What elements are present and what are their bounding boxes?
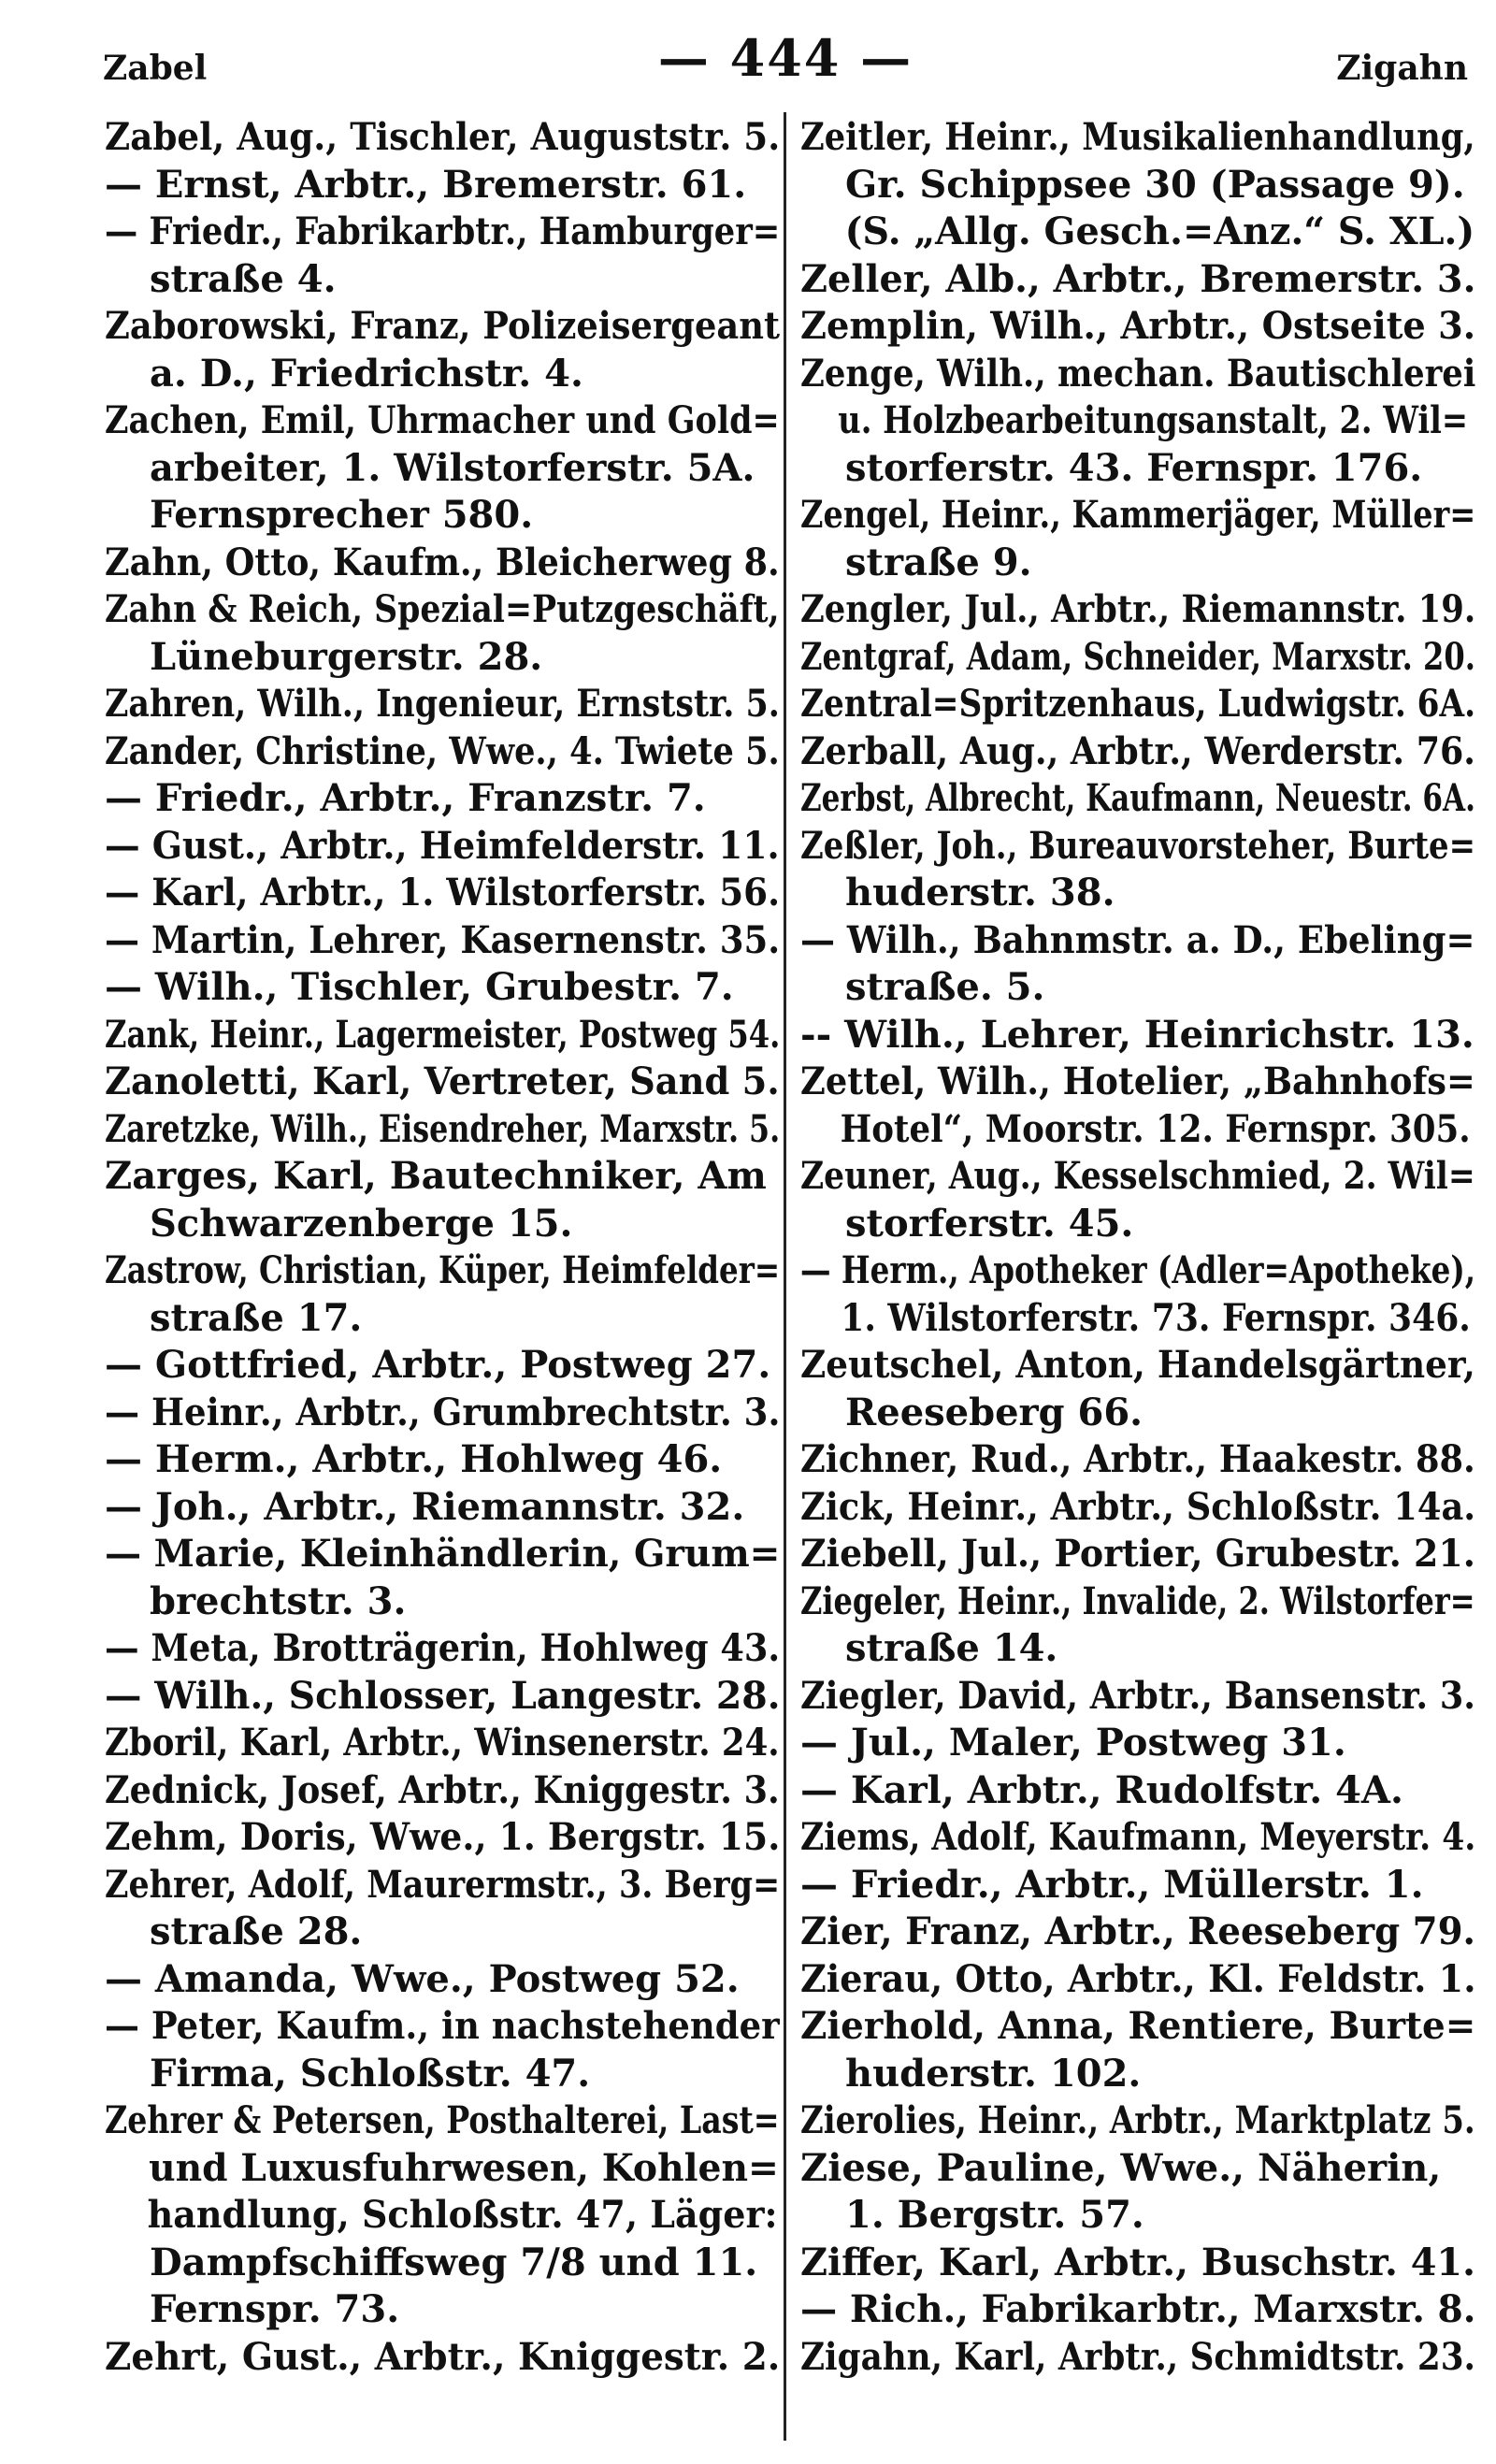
entry-line: Zednick, Josef, Arbtr., Kniggestr. 3. (105, 1767, 780, 1812)
entry-line: Zaborowski, Franz, Polizeisergeant (105, 304, 780, 348)
directory-entry (800, 586, 1475, 634)
entry-line: Zboril, Karl, Arbtr., Winsenerstr. 24. (105, 1721, 780, 1765)
directory-entry (800, 2334, 1475, 2382)
entry-line: — Peter, Kaufm., in nachstehender (105, 2004, 780, 2048)
entry-line: Ziegeler, Heinr., Invalide, 2. Wilstorfer= (800, 1578, 1475, 1623)
directory-entry (800, 823, 1475, 917)
directory-entry (105, 728, 780, 776)
entry-line: — Friedr., Arbtr., Franzstr. 7. (105, 776, 706, 820)
directory-entry (800, 1578, 1475, 1673)
directory-entry (800, 492, 1475, 586)
directory-entry (105, 1247, 780, 1342)
directory-entry (105, 2003, 780, 2097)
entry-line: — Gottfried, Arbtr., Postweg 27. (105, 1343, 771, 1387)
entry-continuation-line: straße 4. (150, 256, 337, 301)
entry-line: Zier, Franz, Arbtr., Reeseberg 79. (800, 1909, 1476, 1953)
directory-entry (105, 775, 780, 823)
directory-entry (105, 1390, 780, 1437)
directory-entry (105, 1436, 780, 1484)
entry-continuation-line: arbeiter, 1. Wilstorferstr. 5A. (150, 445, 755, 490)
entry-continuation-line: straße 14. (845, 1626, 1058, 1670)
entry-line: — Ernst, Arbtr., Bremerstr. 61. (105, 162, 747, 207)
entry-line: — Wilh., Bahnmstr. a. D., Ebeling= (800, 917, 1475, 962)
directory-entry (800, 303, 1475, 351)
entry-line: — Gust., Arbtr., Heimfelderstr. 11. (105, 823, 780, 868)
directory-entry (105, 2334, 780, 2382)
directory-entry (800, 2097, 1475, 2145)
entry-continuation-line: Gr. Schippsee 30 (Passage 9). (845, 162, 1465, 207)
entry-continuation-line: Reeseberg 66. (845, 1390, 1144, 1434)
entry-line: — Karl, Arbtr., Rudolfstr. 4A. (800, 1767, 1403, 1812)
entry-line: Zahn, Otto, Kaufm., Bleicherweg 8. (105, 540, 780, 584)
entry-line: — Wilh., Schlosser, Langestr. 28. (105, 1673, 781, 1718)
directory-entry (800, 2240, 1475, 2287)
directory-entry (105, 1342, 780, 1390)
entry-line: Zierau, Otto, Arbtr., Kl. Feldstr. 1. (800, 1956, 1476, 2001)
entry-line: Zierhold, Anna, Rentiere, Burte= (800, 2004, 1476, 2048)
directory-entry (800, 1059, 1475, 1153)
entry-line: — Herm., Arbtr., Hohlweg 46. (105, 1437, 723, 1481)
directory-entry (800, 1767, 1475, 1815)
column-divider (784, 112, 786, 2441)
entry-continuation-line: (S. „Allg. Gesch.=Anz.“ S. XL.) (844, 209, 1475, 253)
directory-entry (105, 1673, 780, 1721)
entry-line: Ziems, Adolf, Kaufmann, Meyerstr. 4. (800, 1815, 1476, 1859)
entry-continuation-line: Fernspr. 73. (150, 2287, 400, 2331)
directory-entry (800, 256, 1475, 304)
directory-entry (105, 1625, 780, 1673)
directory-entry (800, 114, 1475, 256)
directory-entry (800, 1673, 1475, 1721)
entry-line: — Meta, Brotträgerin, Hohlweg 43. (105, 1626, 781, 1670)
entry-line: Zengel, Heinr., Kammerjäger, Müller= (800, 493, 1476, 537)
directory-entry (105, 1153, 780, 1247)
directory-entry (105, 870, 780, 917)
entry-line: — Karl, Arbtr., 1. Wilstorferstr. 56. (105, 871, 781, 915)
page-header (103, 28, 1468, 94)
entry-continuation-line: Fernsprecher 580. (150, 493, 534, 537)
entry-continuation-line: straße 28. (150, 1909, 363, 1953)
entry-line: Zentral=Spritzenhaus, Ludwigstr. 6A. (800, 682, 1476, 726)
entry-line: Zanoletti, Karl, Vertreter, Sand 5. (105, 1059, 780, 1103)
directory-entry (105, 540, 780, 587)
entry-line: Zaretzke, Wilh., Eisendreher, Marxstr. 5. (105, 1106, 781, 1151)
entry-line: Ziebell, Jul., Portier, Grubestr. 21. (800, 1532, 1475, 1576)
entry-continuation-line: 1. Bergstr. 57. (845, 2193, 1144, 2237)
entry-continuation-line: u. Holzbearbeitungsanstalt, 2. Wil= (838, 398, 1469, 442)
entry-continuation-line: storferstr. 43. Fernspr. 176. (845, 445, 1423, 490)
entry-line: Zehrt, Gust., Arbtr., Kniggestr. 2. (105, 2334, 781, 2379)
entry-line: Zerbst, Albrecht, Kaufmann, Neuestr. 6A. (800, 776, 1475, 820)
directory-entry (800, 1484, 1475, 1532)
entry-line: — Heinr., Arbtr., Grumbrechtstr. 3. (105, 1390, 781, 1434)
directory-entry (105, 1484, 780, 1532)
entry-continuation-line: storferstr. 45. (845, 1201, 1134, 1246)
entry-line: — Amanda, Wwe., Postweg 52. (105, 1956, 740, 2001)
directory-entry (800, 917, 1475, 1012)
entry-line: Zick, Heinr., Arbtr., Schloßstr. 14a. (800, 1484, 1476, 1529)
entry-continuation-line: Firma, Schloßstr. 47. (150, 2051, 591, 2096)
directory-entry (105, 397, 780, 540)
directory-entry (800, 2286, 1475, 2334)
entry-line: Ziffer, Karl, Arbtr., Buschstr. 41. (800, 2240, 1475, 2284)
directory-entry (800, 1012, 1475, 1059)
directory-entry (105, 1767, 780, 1815)
directory-entry (105, 681, 780, 728)
entry-line: Zigahn, Karl, Arbtr., Schmidtstr. 23. (800, 2334, 1475, 2379)
entry-line: Zichner, Rud., Arbtr., Haakestr. 88. (800, 1437, 1475, 1481)
directory-entry (800, 1342, 1475, 1436)
directory-entry (105, 114, 780, 162)
entry-line: Zeller, Alb., Arbtr., Bremerstr. 3. (800, 256, 1476, 301)
entry-line: — Martin, Lehrer, Kasernenstr. 35. (105, 917, 781, 962)
entry-line: Zerball, Aug., Arbtr., Werderstr. 76. (800, 728, 1475, 773)
directory-entry (800, 2003, 1475, 2097)
directory-entry (800, 681, 1475, 728)
entry-line: Zierolies, Heinr., Arbtr., Marktplatz 5. (800, 2098, 1475, 2142)
entry-line: Zarges, Karl, Bautechniker, Am (105, 1154, 767, 1198)
entry-line: Zahn & Reich, Spezial=Putzgeschäft, (105, 587, 780, 631)
entry-line: Zengler, Jul., Arbtr., Riemannstr. 19. (800, 587, 1476, 631)
entry-line: Ziese, Pauline, Wwe., Näherin, (800, 2145, 1442, 2190)
entry-line: Zahren, Wilh., Ingenieur, Ernststr. 5. (105, 682, 780, 726)
entry-line: — Rich., Fabrikarbtr., Marxstr. 8. (800, 2287, 1476, 2331)
entry-line: — Herm., Apotheker (Adler=Apotheke), (800, 1248, 1476, 1292)
entry-continuation-line: huderstr. 38. (845, 871, 1115, 915)
entry-line: — Jul., Maler, Postweg 31. (800, 1721, 1346, 1765)
directory-entry (105, 964, 780, 1012)
entry-line: Zachen, Emil, Uhrmacher und Gold= (105, 398, 780, 442)
directory-entry (105, 1531, 780, 1625)
right-column (800, 114, 1475, 2381)
entry-line: — Marie, Kleinhändlerin, Grum= (105, 1532, 781, 1576)
entry-continuation-line: Dampfschiffsweg 7/8 und 11. (150, 2240, 758, 2284)
directory-entry (105, 1059, 780, 1106)
entry-line: Zabel, Aug., Tischler, Auguststr. 5. (105, 115, 781, 159)
entry-line: — Friedr., Arbtr., Müllerstr. 1. (800, 1862, 1424, 1907)
directory-entry (800, 728, 1475, 776)
directory-entry (800, 1956, 1475, 2004)
entry-continuation-line: brechtstr. 3. (150, 1578, 407, 1623)
entry-continuation-line: und Luxusfuhrwesen, Kohlen= (149, 2145, 779, 2190)
entry-line: Zehrer, Adolf, Maurermstr., 3. Berg= (105, 1862, 781, 1907)
entry-line: — Friedr., Fabrikarbtr., Hamburger= (105, 209, 781, 253)
entry-continuation-line: straße 9. (845, 540, 1032, 584)
directory-entry (800, 1531, 1475, 1578)
directory-entry (800, 634, 1475, 682)
entry-continuation-line: huderstr. 102. (845, 2051, 1142, 2096)
directory-entry (105, 1106, 780, 1154)
entry-continuation-line: Hotel“, Moorstr. 12. Fernspr. 305. (840, 1106, 1471, 1151)
entry-line: Zeßler, Joh., Bureauvorsteher, Burte= (800, 823, 1475, 868)
entry-line: Zeitler, Heinr., Musikalienhandlung, (800, 115, 1475, 159)
entry-continuation-line: Schwarzenberge 15. (150, 1201, 573, 1246)
directory-entry (105, 209, 780, 303)
directory-entry (105, 917, 780, 965)
directory-entry (800, 1909, 1475, 1956)
directory-entry (105, 1862, 780, 1956)
entry-continuation-line: 1. Wilstorferstr. 73. Fernspr. 346. (841, 1295, 1471, 1340)
entry-line: Zehm, Doris, Wwe., 1. Bergstr. 15. (105, 1815, 781, 1859)
entry-line: — Joh., Arbtr., Riemannstr. 32. (105, 1484, 745, 1529)
directory-entry (105, 586, 780, 681)
entry-line: Zeuner, Aug., Kesselschmied, 2. Wil= (800, 1154, 1475, 1198)
entry-line: Zander, Christine, Wwe., 4. Twiete 5. (105, 728, 780, 773)
entry-line: -- Wilh., Lehrer, Heinrichstr. 13. (800, 1012, 1474, 1057)
entry-line: Zastrow, Christian, Küper, Heimfelder= (105, 1248, 781, 1292)
directory-entry (800, 2145, 1475, 2240)
directory-entry (105, 2097, 780, 2334)
header-left-catchword: Zabel (103, 49, 208, 88)
directory-entry (105, 823, 780, 871)
left-column (105, 114, 780, 2381)
entry-line: Zettel, Wilh., Hotelier, „Bahnhofs= (800, 1059, 1475, 1103)
entry-line: Ziegler, David, Arbtr., Bansenstr. 3. (800, 1673, 1475, 1718)
directory-entry (105, 1012, 780, 1059)
entry-continuation-line: straße. 5. (845, 965, 1045, 1009)
directory-entry (800, 351, 1475, 493)
entry-continuation-line: handlung, Schloßstr. 47, Läger: (147, 2193, 778, 2237)
entry-line: Zemplin, Wilh., Arbtr., Ostseite 3. (800, 304, 1476, 348)
entry-line: — Wilh., Tischler, Grubestr. 7. (105, 965, 734, 1009)
directory-entry (105, 1956, 780, 2004)
header-right-catchword: Zigahn (1336, 49, 1468, 88)
directory-entry (105, 162, 780, 209)
directory-entry (105, 1814, 780, 1862)
directory-entry (800, 1720, 1475, 1767)
entry-continuation-line: a. D., Friedrichstr. 4. (150, 351, 583, 396)
entry-continuation-line: straße 17. (150, 1295, 363, 1340)
entry-line: Zehrer & Petersen, Posthalterei, Last= (105, 2098, 780, 2142)
page-number: — 444 — (657, 28, 913, 88)
entry-line: Zentgraf, Adam, Schneider, Marxstr. 20. (800, 634, 1475, 679)
directory-entry (800, 775, 1475, 823)
directory-entry (800, 1436, 1475, 1484)
directory-entry (105, 303, 780, 397)
entry-line: Zank, Heinr., Lagermeister, Postweg 54. (105, 1012, 781, 1057)
entry-line: Zenge, Wilh., mechan. Bautischlerei (800, 351, 1476, 396)
entry-line: Zeutschel, Anton, Handelsgärtner, (800, 1343, 1475, 1387)
directory-entry (105, 1720, 780, 1767)
directory-entry (800, 1247, 1475, 1342)
directory-entry (800, 1153, 1475, 1247)
directory-entry (800, 1814, 1475, 1862)
directory-entry (800, 1862, 1475, 1909)
entry-continuation-line: Lüneburgerstr. 28. (150, 634, 543, 679)
